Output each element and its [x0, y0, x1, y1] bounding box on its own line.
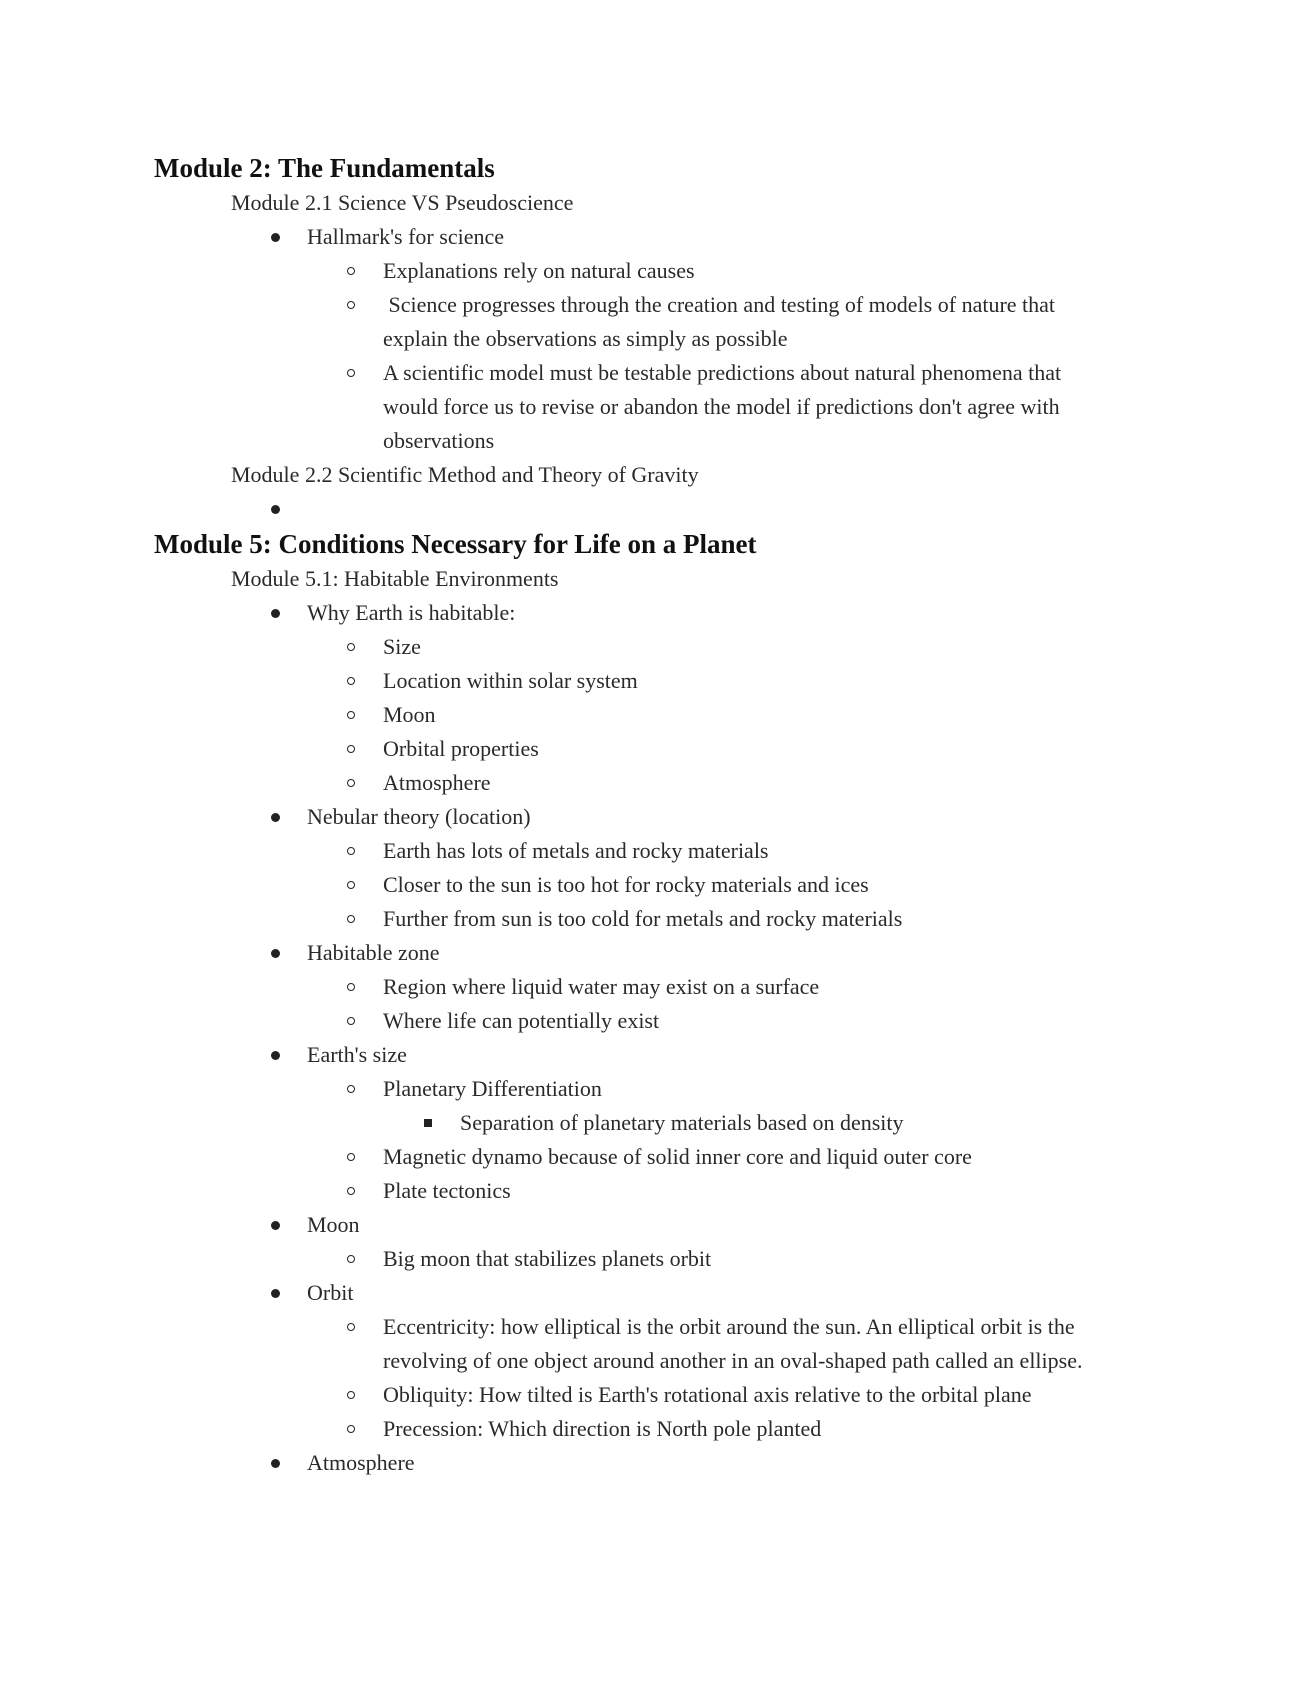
list-item-text: Atmosphere — [383, 770, 491, 795]
list-item-text: Precession: Which direction is North pole planted — [383, 1416, 822, 1441]
list-item — [154, 220, 1154, 254]
circle-bullet-icon — [347, 732, 357, 766]
list-item-text: Planetary Differentiation — [383, 1076, 602, 1101]
bullet-icon — [271, 1208, 281, 1242]
list-item-text: Magnetic dynamo because of solid inner core and liquid outer core — [383, 1144, 972, 1169]
bullet-icon — [271, 1038, 281, 1072]
circle-bullet-icon — [347, 1412, 357, 1446]
list-item-text: Closer to the sun is too hot for rocky materials and ices — [383, 872, 869, 897]
circle-bullet-icon — [347, 766, 357, 800]
circle-bullet-icon — [347, 1072, 357, 1106]
list-item-text: Where life can potentially exist — [383, 1008, 660, 1033]
list-item-text: Separation of planetary materials based on density — [460, 1110, 904, 1135]
circle-bullet-icon — [347, 902, 357, 936]
list-item — [154, 1174, 1154, 1208]
list-item — [154, 288, 1154, 356]
list-item — [154, 868, 1154, 902]
list-item-text: Plate tectonics — [383, 1178, 511, 1203]
list-item — [154, 356, 1154, 458]
module-5-1-list — [154, 596, 1154, 1480]
bullet-icon — [271, 492, 281, 526]
circle-bullet-icon — [347, 1242, 357, 1276]
list-item-text: Earth's size — [307, 1042, 407, 1067]
list-item — [154, 1242, 1154, 1276]
bullet-icon — [271, 800, 281, 834]
list-item-text: Big moon that stabilizes planets orbit — [383, 1246, 712, 1271]
bullet-icon — [271, 1276, 281, 1310]
list-item — [154, 1208, 1154, 1242]
list-item — [154, 1446, 1154, 1480]
list-item-text: Obliquity: How tilted is Earth's rotational axis relative to the orbital plane — [383, 1382, 1032, 1407]
list-item-text: Why Earth is habitable: — [307, 600, 516, 625]
list-item-text: Nebular theory (location) — [307, 804, 531, 829]
bullet-icon — [271, 936, 281, 970]
list-item — [154, 1004, 1154, 1038]
list-item — [154, 630, 1154, 664]
list-item — [154, 698, 1154, 732]
circle-bullet-icon — [347, 834, 357, 868]
notes-document — [154, 150, 1154, 1480]
list-item — [154, 1276, 1154, 1310]
bullet-icon — [271, 220, 281, 254]
list-item-text: Further from sun is too cold for metals and rocky materials — [383, 906, 903, 931]
circle-bullet-icon — [347, 630, 357, 664]
list-item — [154, 596, 1154, 630]
circle-bullet-icon — [347, 1310, 357, 1344]
list-item-text: Moon — [383, 702, 436, 727]
list-item — [154, 1140, 1154, 1174]
list-item-text: Atmosphere — [307, 1450, 415, 1475]
list-item-text: A scientific model must be testable predictions about natural phenomena that would force us to revise or abandon the model if predictions don't agree with observations — [383, 360, 1062, 453]
list-item-text: Orbit — [307, 1280, 354, 1305]
circle-bullet-icon — [347, 1174, 357, 1208]
square-bullet-icon — [424, 1106, 434, 1140]
list-item-text: Earth has lots of metals and rocky materials — [383, 838, 769, 863]
module-5-heading: Module 5: Conditions Necessary for Life on a Planet — [154, 529, 757, 559]
circle-bullet-icon — [347, 1140, 357, 1174]
list-item-text: Eccentricity: how elliptical is the orbit around the sun. An elliptical orbit is the revolving of one object around another in an oval-shaped path called an ellipse. — [383, 1314, 1083, 1373]
list-item — [154, 1106, 1154, 1140]
list-item — [154, 1412, 1154, 1446]
list-item-text: Orbital properties — [383, 736, 539, 761]
list-item — [154, 902, 1154, 936]
list-item — [154, 970, 1154, 1004]
list-item-text: Size — [383, 634, 421, 659]
module-2-1-heading: Module 2.1 Science VS Pseudoscience — [231, 190, 574, 215]
circle-bullet-icon — [347, 664, 357, 698]
list-item — [154, 1378, 1154, 1412]
module-2-2-heading: Module 2.2 Scientific Method and Theory of Gravity — [231, 462, 699, 487]
list-item-text: Hallmark's for science — [307, 224, 504, 249]
list-item — [154, 1038, 1154, 1072]
list-item — [154, 766, 1154, 800]
module-2-2-list — [154, 492, 1154, 526]
module-2-1-list — [154, 220, 1154, 458]
list-item-text: Region where liquid water may exist on a surface — [383, 974, 820, 999]
list-item-text: Moon — [307, 1212, 360, 1237]
module-5-1-heading: Module 5.1: Habitable Environments — [231, 566, 559, 591]
list-item — [154, 1072, 1154, 1106]
list-item-text: Explanations rely on natural causes — [383, 258, 695, 283]
list-item — [154, 834, 1154, 868]
list-item — [154, 1310, 1154, 1378]
list-item — [154, 936, 1154, 970]
circle-bullet-icon — [347, 868, 357, 902]
list-item-text: Location within solar system — [383, 668, 638, 693]
list-item-text: Habitable zone — [307, 940, 440, 965]
circle-bullet-icon — [347, 356, 357, 390]
bullet-icon — [271, 1446, 281, 1480]
module-2-heading: Module 2: The Fundamentals — [154, 153, 495, 183]
list-item — [154, 732, 1154, 766]
list-item — [154, 664, 1154, 698]
list-item — [154, 800, 1154, 834]
list-item — [154, 492, 1154, 526]
list-item — [154, 254, 1154, 288]
circle-bullet-icon — [347, 254, 357, 288]
circle-bullet-icon — [347, 1378, 357, 1412]
list-item-text: Science progresses through the creation and testing of models of nature that explain the observations as simply as possible — [383, 292, 1061, 351]
circle-bullet-icon — [347, 970, 357, 1004]
circle-bullet-icon — [347, 1004, 357, 1038]
circle-bullet-icon — [347, 288, 357, 322]
bullet-icon — [271, 596, 281, 630]
circle-bullet-icon — [347, 698, 357, 732]
